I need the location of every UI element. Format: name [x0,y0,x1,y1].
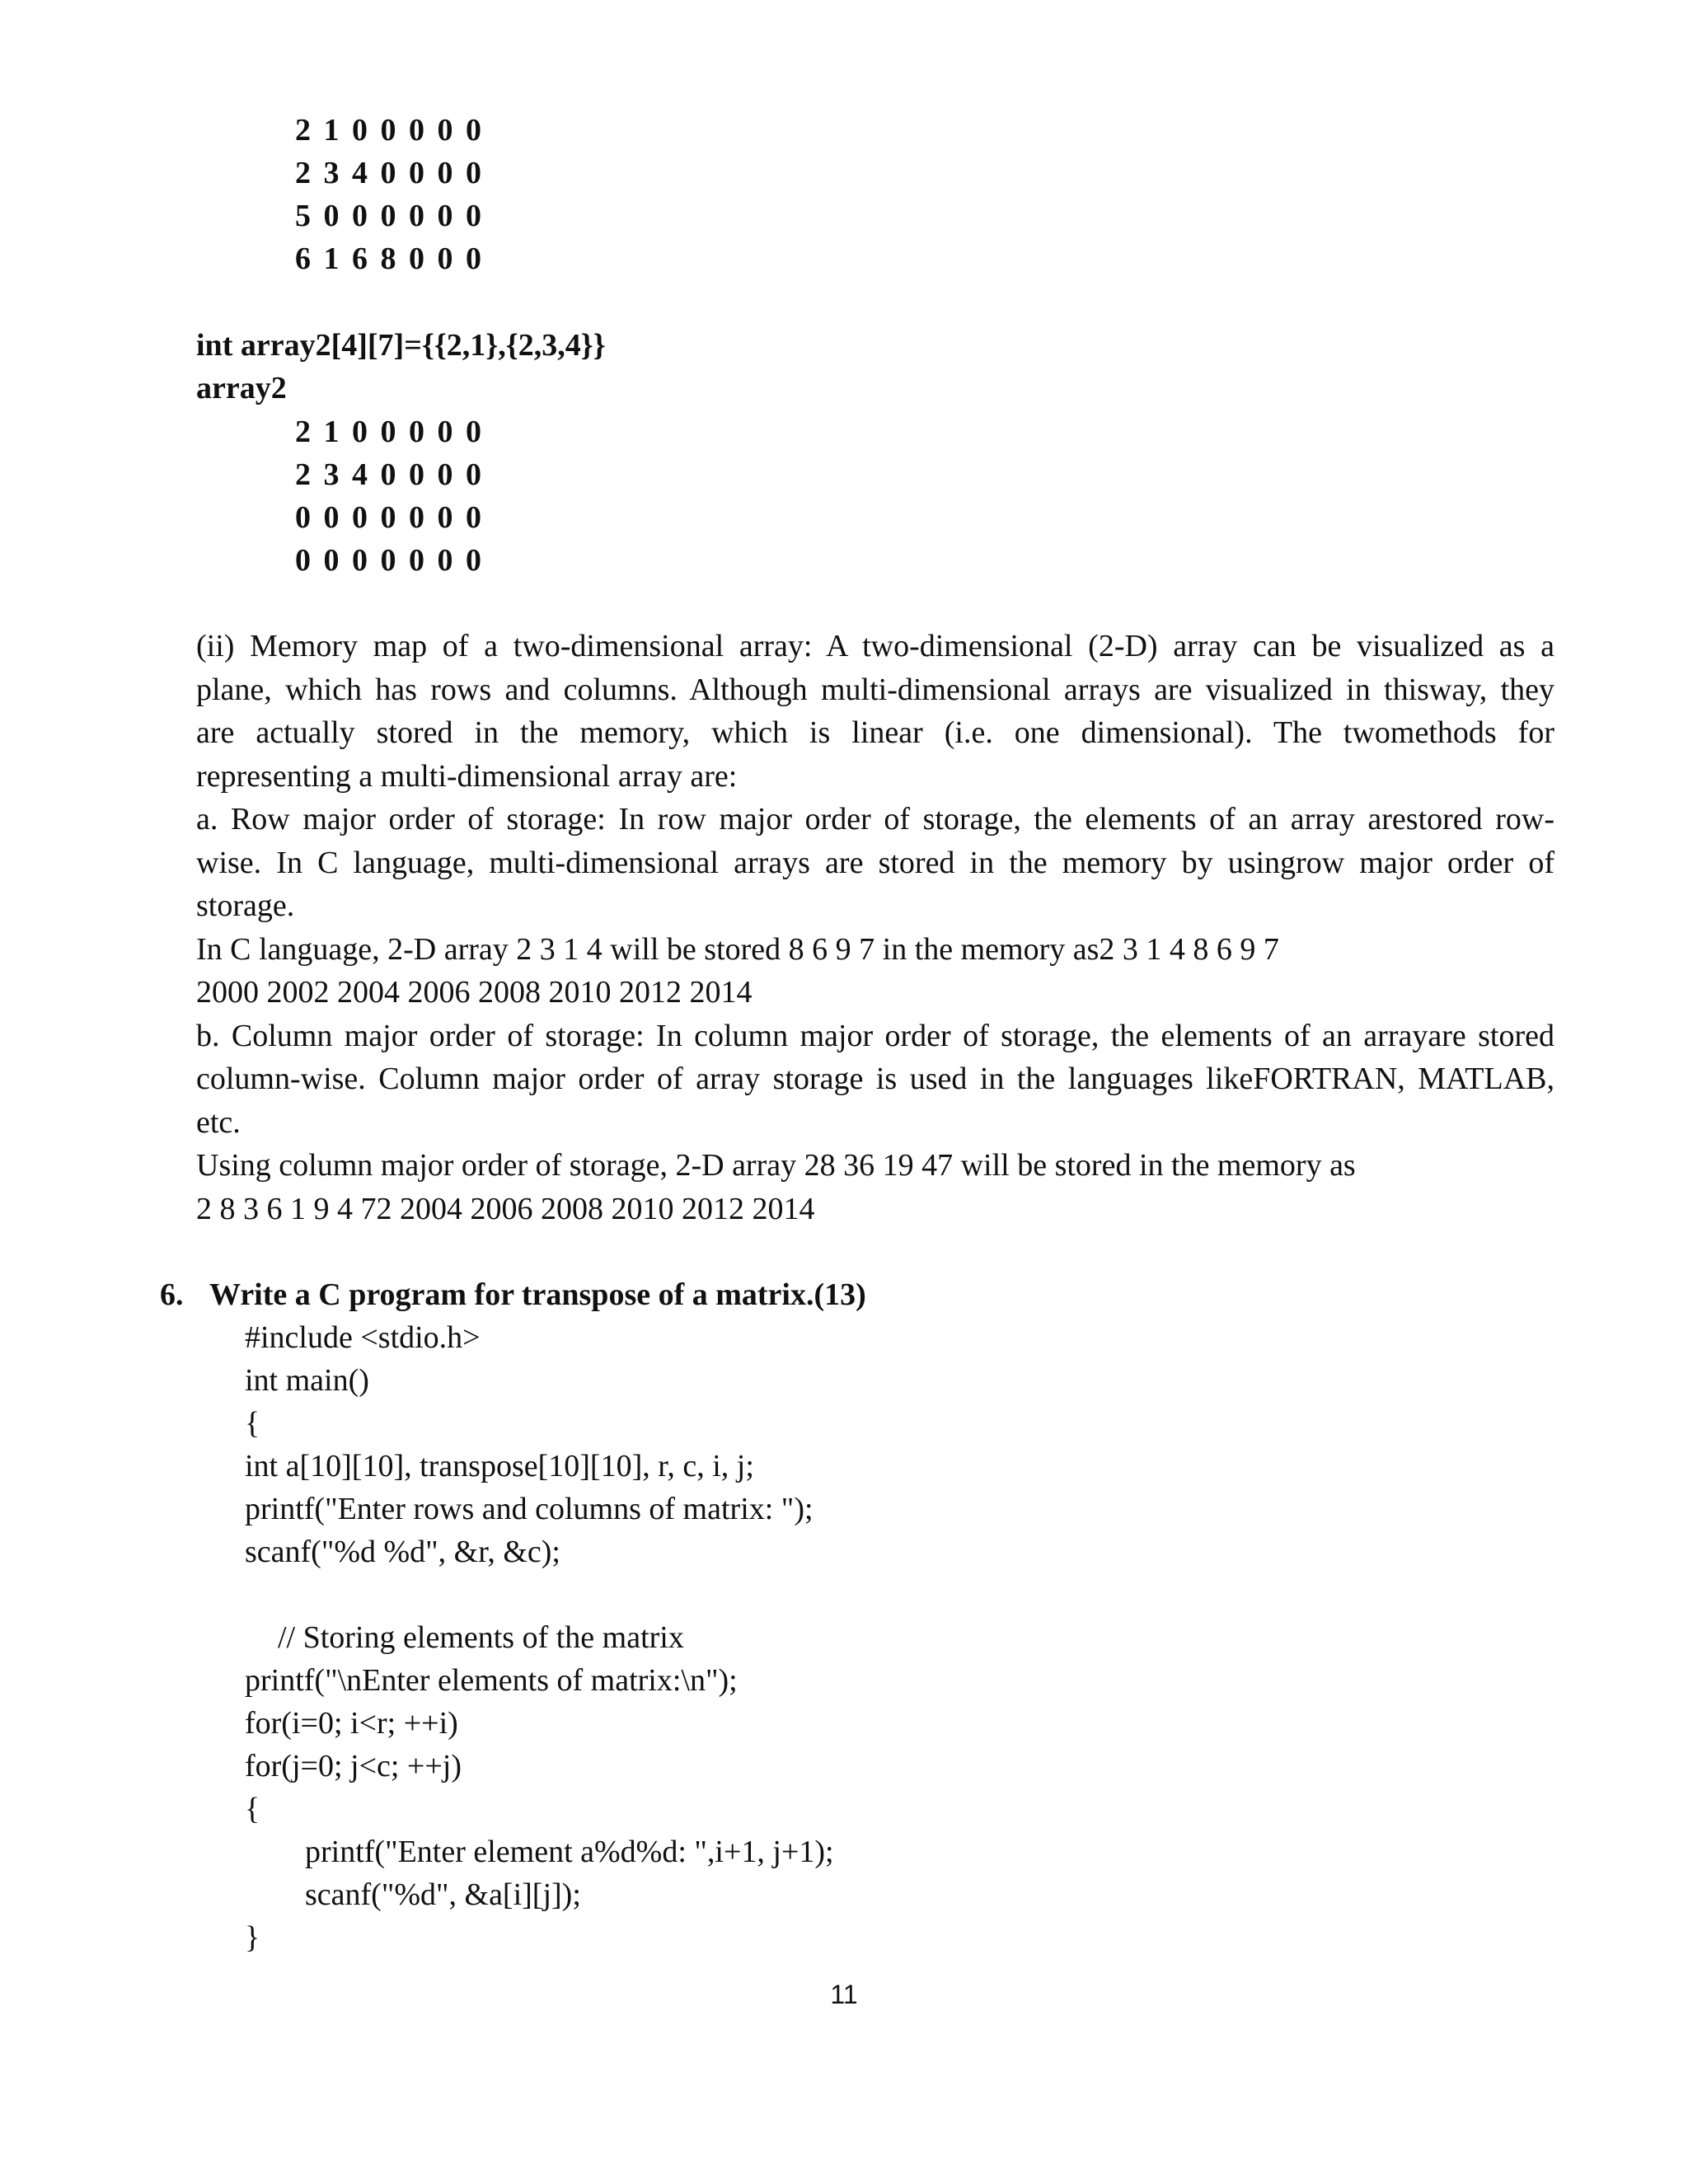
code-line: printf("Enter element a%d%d: ",i+1, j+1); [305,1835,834,1869]
paragraph-line: are actually stored in the memory, which is linear (i.e. one dimensional). The twomethods for [196,715,1554,750]
paragraph-line: 2000 2002 2004 2006 2008 2010 2012 2014 [196,975,753,1010]
paragraph-line: a. Row major order of storage: In row major order of storage, the elements of an array arestored row- [196,802,1554,837]
code-line: { [245,1792,260,1826]
code-line: scanf("%d %d", &r, &c); [245,1535,560,1569]
question-number: 6. [160,1277,184,1312]
matrix-row: 5 0 0 0 0 0 0 [295,199,484,233]
matrix-row: 0 0 0 0 0 0 0 [295,500,484,535]
paragraph-line: 2 8 3 6 1 9 4 72 2004 2006 2008 2010 2012 2014 [196,1191,815,1226]
matrix-row: 2 1 0 0 0 0 0 [295,113,484,148]
code-line: } [245,1920,260,1955]
paragraph-line: representing a multi-dimensional array are: [196,758,738,794]
array2-label: array2 [196,371,287,405]
matrix-row: 2 1 0 0 0 0 0 [295,415,484,449]
code-line: #include <stdio.h> [245,1320,481,1355]
paragraph-line: Using column major order of storage, 2-D array 28 36 19 47 will be stored in the memory as [196,1148,1356,1183]
paragraph-line: (ii) Memory map of a two-dimensional array: A two-dimensional (2-D) array can be visualized as a [196,629,1554,663]
question-title: Write a C program for transpose of a matrix.(13) [209,1277,866,1312]
matrix-row: 2 3 4 0 0 0 0 [295,156,484,190]
code-line: { [245,1406,260,1441]
paragraph-line: storage. [196,888,295,923]
paragraph-line: In C language, 2-D array 2 3 1 4 will be stored 8 6 9 7 in the memory as2 3 1 4 8 6 9 7 [196,931,1279,967]
memory-map-section [196,625,1554,1230]
code-line: scanf("%d", &a[i][j]); [305,1877,581,1912]
matrix-row: 0 0 0 0 0 0 0 [295,543,484,578]
matrix-row: 2 3 4 0 0 0 0 [295,457,484,492]
matrix-row: 6 1 6 8 0 0 0 [295,241,484,276]
array2-declaration: int array2[4][7]={{2,1},{2,3,4}} [196,328,606,363]
page-number: 11 [830,1980,858,2009]
paragraph-line: column-wise. Column major order of array storage is used in the languages likeFORTRAN, MATLAB, [196,1062,1554,1096]
paragraph-line: b. Column major order of storage: In column major order of storage, the elements of an arrayare stored [196,1018,1554,1053]
paragraph-line: wise. In C language, multi-dimensional arrays are stored in the memory by usingrow major order of [196,845,1554,880]
paragraph-line: etc. [196,1104,241,1140]
code-line: int a[10][10], transpose[10][10], r, c, i, j; [245,1449,754,1483]
code-line: for(j=0; j<c; ++j) [245,1749,462,1783]
paragraph-line: plane, which has rows and columns. Although multi-dimensional arrays are visualized in thisway, they [196,672,1554,707]
code-line: printf("Enter rows and columns of matrix: "); [245,1492,814,1526]
code-comment: // Storing elements of the matrix [278,1620,684,1655]
code-line: int main() [245,1363,369,1398]
code-line: printf("\nEnter elements of matrix:\n"); [245,1663,738,1698]
code-line: for(i=0; i<r; ++i) [245,1706,458,1741]
